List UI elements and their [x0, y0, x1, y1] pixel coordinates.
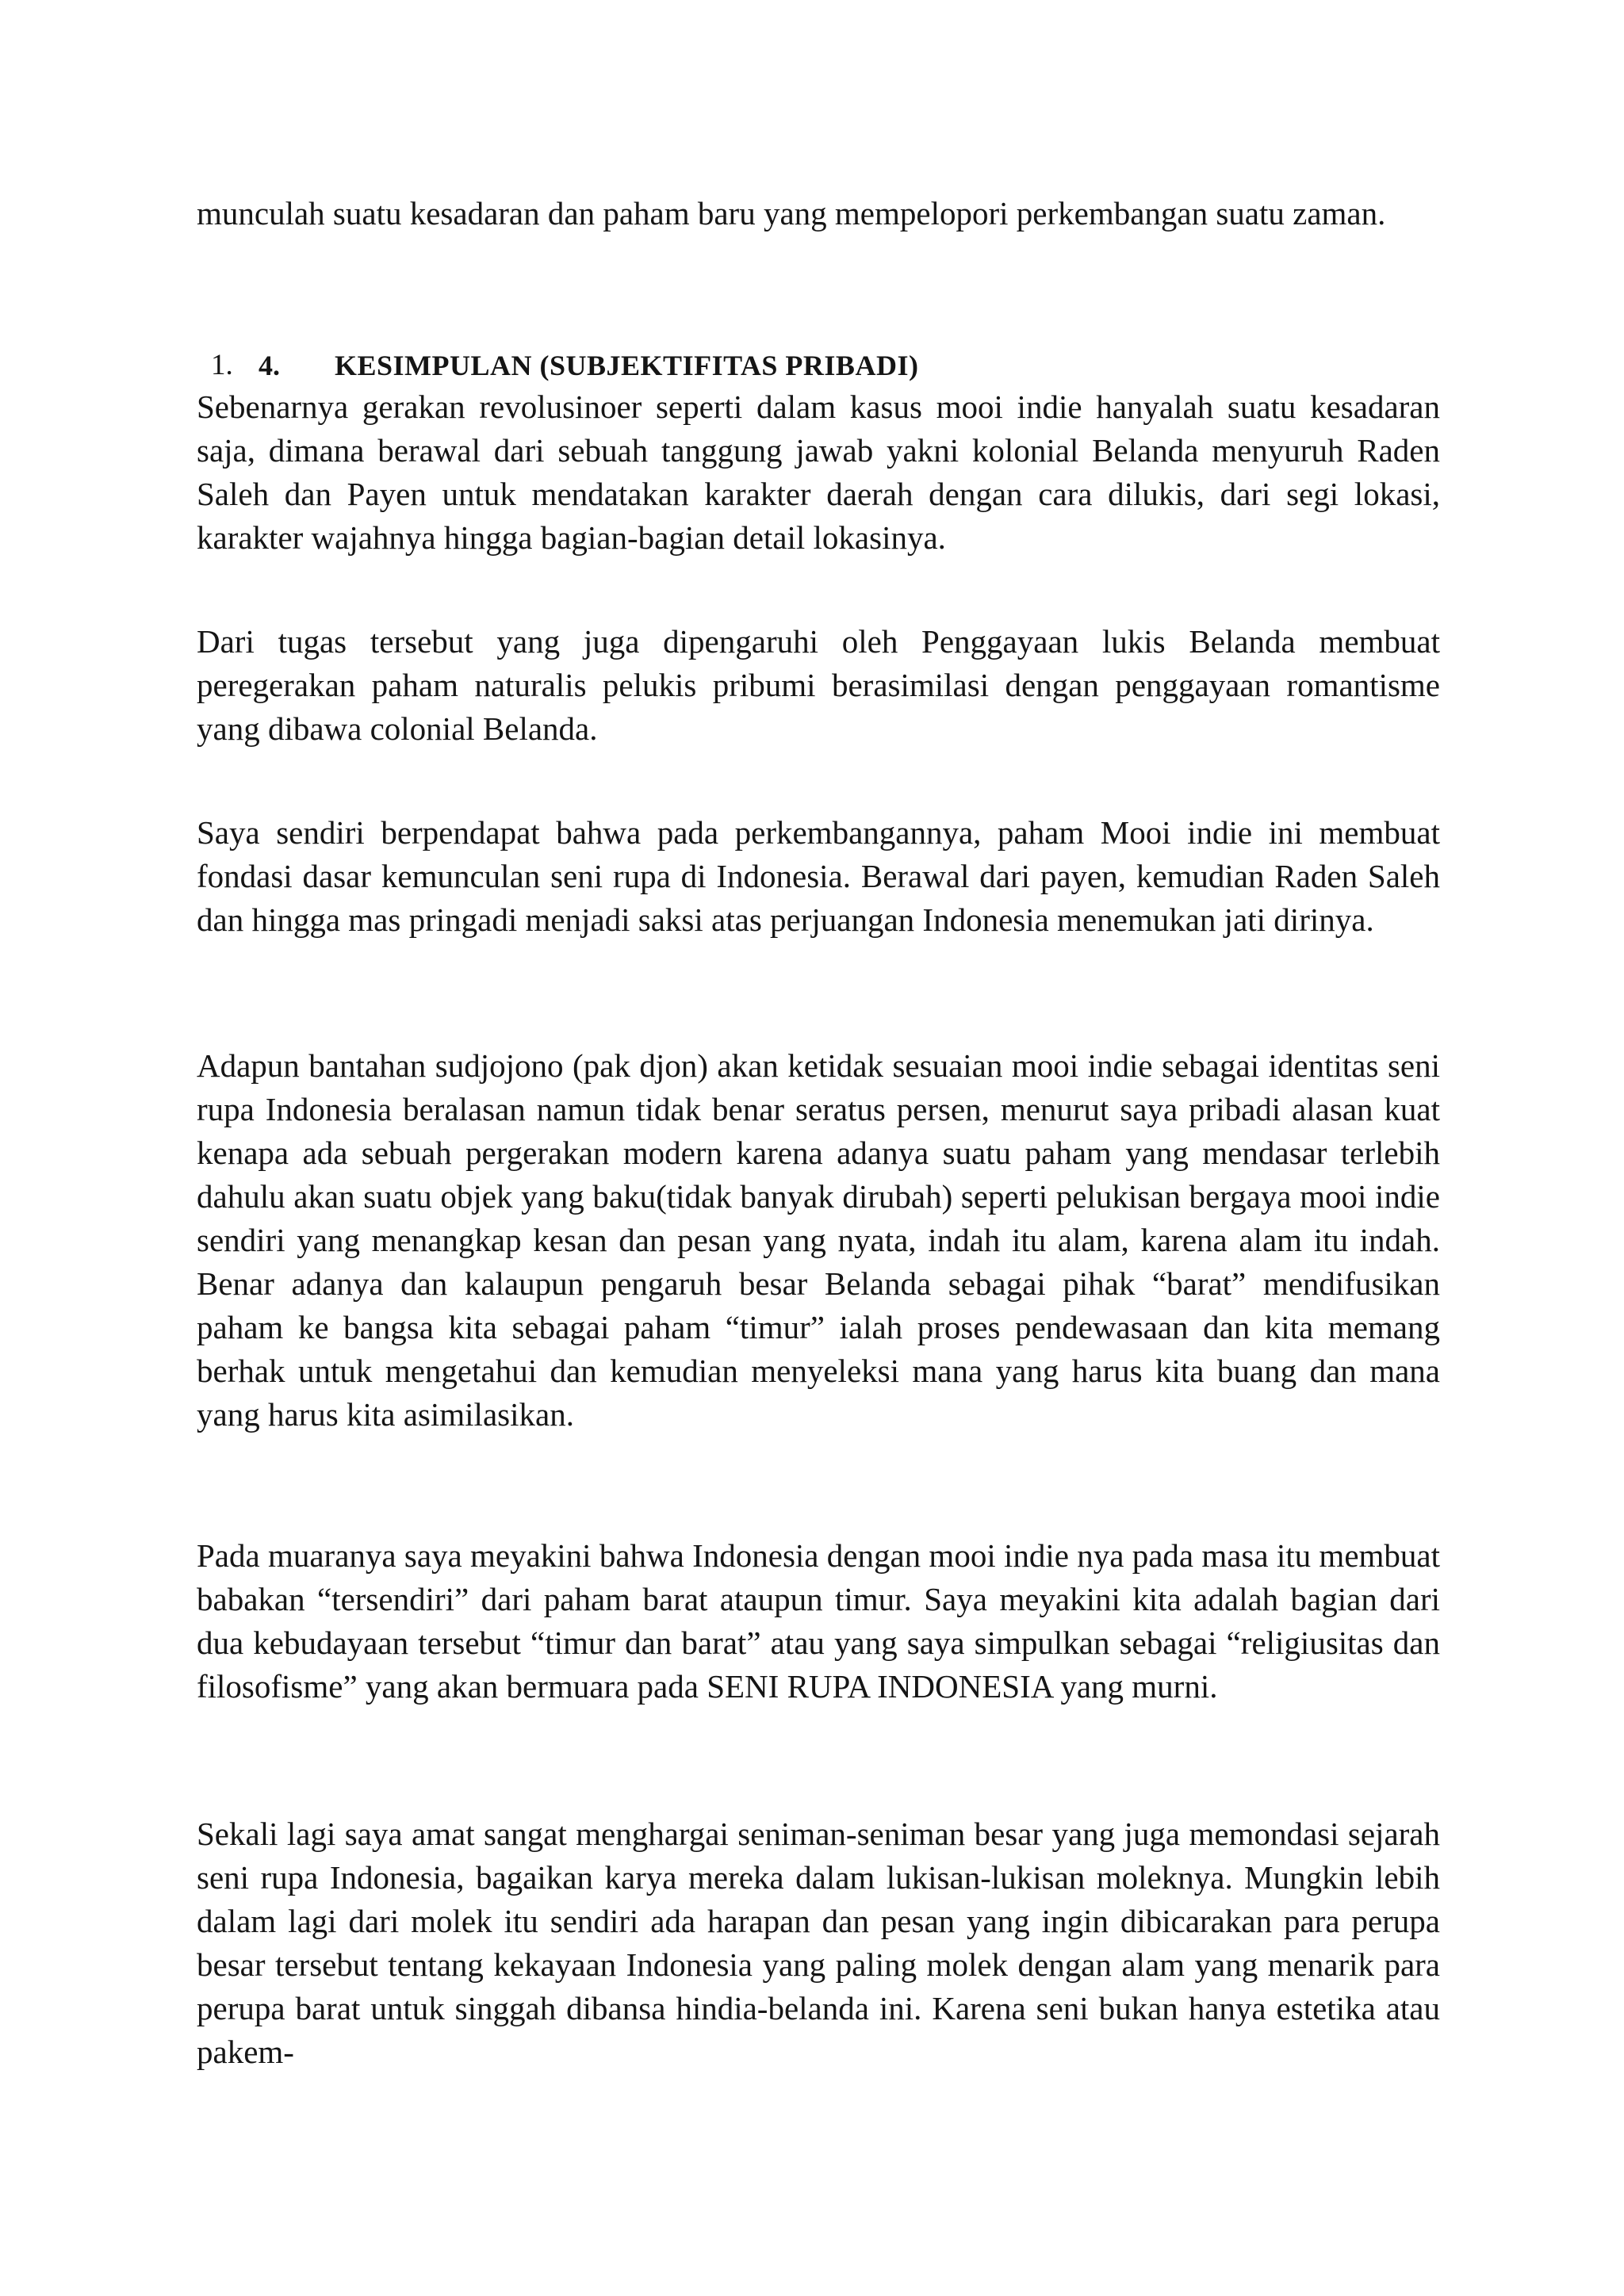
paragraph-6: Sekali lagi saya amat sangat menghargai seniman-seniman besar yang juga memondasi sejarah seni rupa Indonesia, bagaikan karya mereka dalam lukisan-lukisan moleknya. Mungkin lebih dalam lagi dari molek itu sendiri ada harapan dan pesan yang ingin dibicarakan para perupa besar tersebut tentang kekayaan Indonesia yang paling molek dengan alam yang menarik para perupa barat untuk singgah dibansa hindia-belanda ini. Karena seni bukan hanya estetika atau pakem-: [197, 1816, 1440, 2070]
paragraph-1: Sebenarnya gerakan revolusinoer seperti dalam kasus mooi indie hanyalah suatu kesadaran saja, dimana berawal dari sebuah tanggung jawab yakni kolonial Belanda menyuruh Raden Saleh dan Payen untuk mendatakan karakter daerah dengan cara dilukis, dari segi lokasi, karakter wajahnya hingga bagian-bagian detail lokasinya.: [197, 388, 1440, 556]
paragraph-4: Adapun bantahan sudjojono (pak djon) akan ketidak sesuaian mooi indie sebagai identitas seni rupa Indonesia beralasan namun tidak benar seratus persen, menurut saya pribadi alasan kuat kenapa ada sebuah pergerakan modern karena adanya suatu paham yang mendasar terlebih dahulu akan suatu objek yang baku(tidak banyak dirubah) seperti pelukisan bergaya mooi indie sendiri yang menangkap kesan dan pesan yang nyata, indah itu alam, karena alam itu indah. Benar adanya dan kalaupun pengaruh besar Belanda sebagai pihak “barat” mendifusikan paham ke bangsa kita sebagai paham “timur” ialah proses pendewasaan dan kita memang berhak untuk mengetahui dan kemudian menyeleksi mana yang harus kita buang dan mana yang harus kita asimilasikan.: [197, 1047, 1440, 1433]
paragraph-2: Dari tugas tersebut yang juga dipengaruhi oleh Penggayaan lukis Belanda membuat peregerakan paham naturalis pelukis pribumi berasimilasi dengan penggayaan romantisme yang dibawa colonial Belanda.: [197, 623, 1440, 747]
paragraph-3: Saya sendiri berpendapat bahwa pada perkembangannya, paham Mooi indie ini membuat fondasi dasar kemunculan seni rupa di Indonesia. Berawal dari payen, kemudian Raden Saleh dan hingga mas pringadi menjadi saksi atas perjuangan Indonesia menemukan jati dirinya.: [197, 814, 1440, 938]
section-number: 4.: [259, 350, 280, 381]
intro-paragraph: munculah suatu kesadaran dan paham baru yang mempelopori perkembangan suatu zaman.: [197, 195, 1386, 232]
section-title: KESIMPULAN (SUBJEKTIFITAS PRIBADI): [335, 350, 919, 381]
paragraph-5: Pada muaranya saya meyakini bahwa Indonesia dengan mooi indie nya pada masa itu membuat babakan “tersendiri” dari paham barat ataupun timur. Saya meyakini kita adalah bagian dari dua kebudayaan tersebut “timur dan barat” atau yang saya simpulkan sebagai “religiusitas dan filosofisme” yang akan bermuara pada SENI RUPA INDONESIA yang murni.: [197, 1537, 1440, 1705]
list-number: 1.: [211, 349, 233, 381]
